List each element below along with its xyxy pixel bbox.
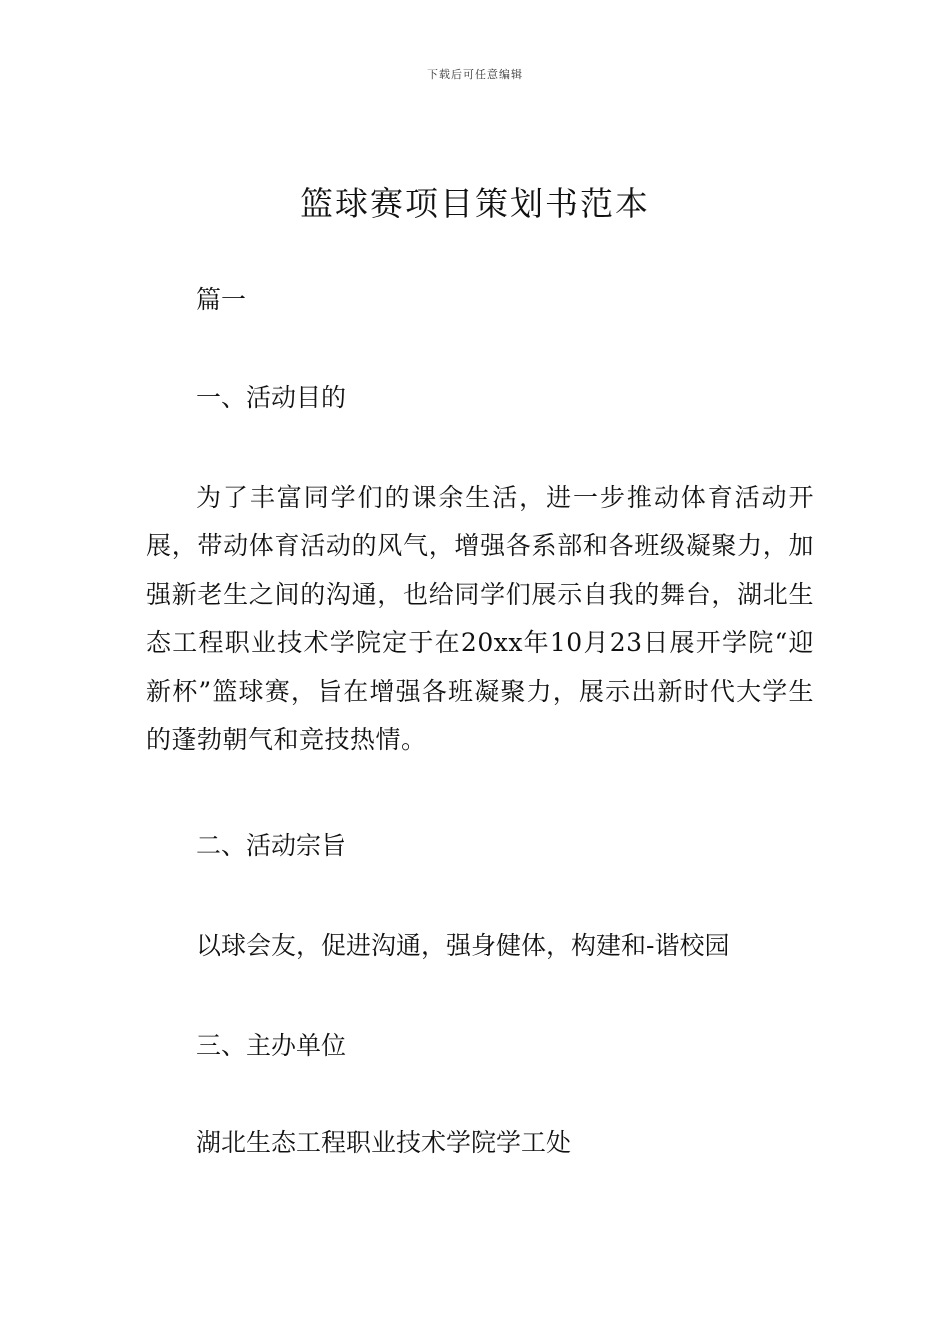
section-3-body: 湖北生态工程职业技术学院学工处: [196, 1128, 572, 1157]
page-header-note: 下载后可任意编辑: [427, 68, 523, 81]
section-1-body: 为了丰富同学们的课余生活，进一步推动体育活动开展，带动体育活动的风气，增强各系部和各班级凝聚力，加强新老生之间的沟通，也给同学们展示自我的舞台，湖北生态工程职业技术学院定于在20xx年10月23日展开学院“迎新杯”篮球赛，旨在增强各班凝聚力，展示出新时代大学生的蓬勃朝气和竞技热情。: [146, 483, 814, 755]
section-2-body: 以球会友，促进沟通，强身健体，构建和-谐校园: [196, 931, 730, 960]
section-1-heading: 一、活动目的: [196, 383, 347, 412]
section-2-heading: 二、活动宗旨: [196, 831, 347, 860]
document-title: 篮球赛项目策划书范本: [300, 184, 650, 223]
part-label: 篇一: [196, 285, 247, 314]
section-3-heading: 三、主办单位: [196, 1031, 347, 1060]
